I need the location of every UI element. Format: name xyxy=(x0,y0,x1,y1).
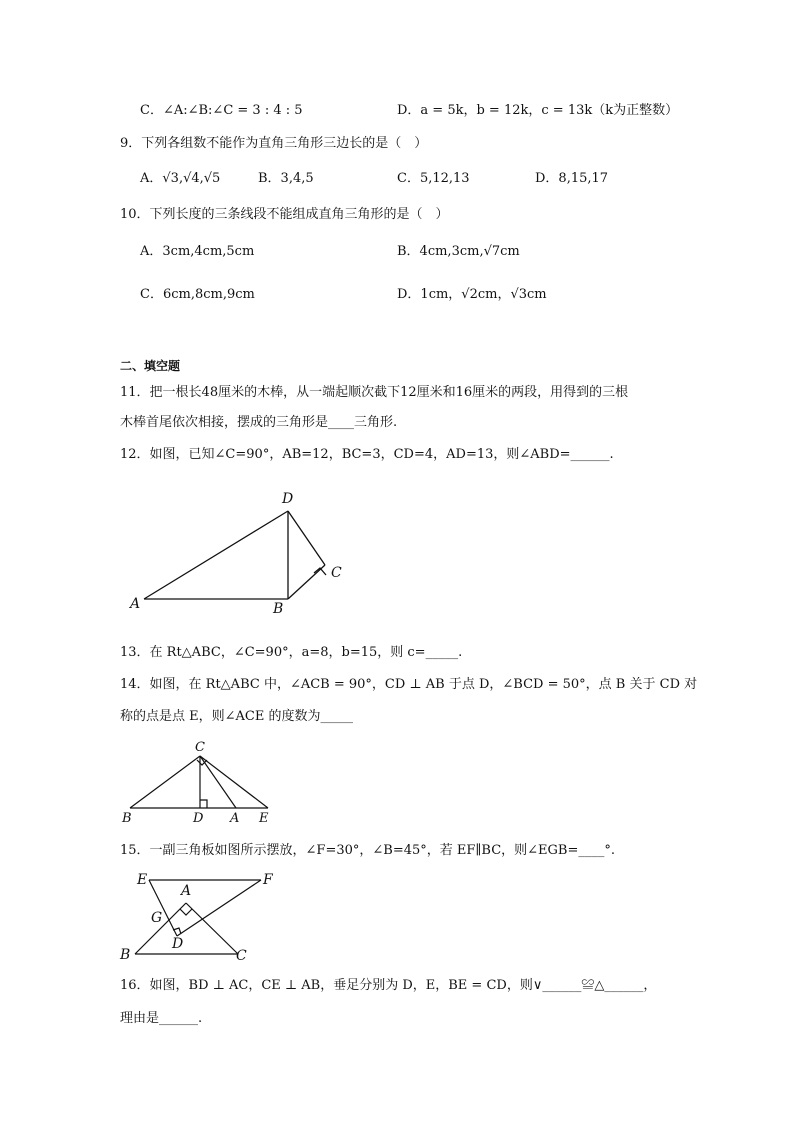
q9-option-c: C．5,12,13 xyxy=(397,171,470,186)
q15-label-g: G xyxy=(151,910,163,926)
q9-stem: 9．下列各组数不能作为直角三角形三边长的是（ ） xyxy=(120,136,428,151)
q12-label-d: D xyxy=(282,491,294,507)
q12-label-a: A xyxy=(130,596,141,612)
q15-label-c: C xyxy=(236,948,247,964)
q11-line2: 木棒首尾依次相接，摆成的三角形是____三角形. xyxy=(120,415,398,430)
q14-line1: 14．如图，在 Rt△ABC 中，∠ACB = 90°，CD ⊥ AB 于点 D，∠BCD = 50°，点 B 关于 CD 对 xyxy=(120,677,698,692)
q14-label-a: A xyxy=(230,811,240,826)
q14-label-e: E xyxy=(259,811,269,826)
q13-stem: 13．在 Rt△ABC，∠C=90°，a=8，b=15，则 c=_____. xyxy=(120,645,463,660)
q12-label-b: B xyxy=(273,601,284,617)
q10-stem: 10．下列长度的三条线段不能组成直角三角形的是（ ） xyxy=(120,207,449,222)
section-title: 二、填空题 xyxy=(120,359,181,373)
q14-label-b: B xyxy=(122,811,132,826)
q15-label-e: E xyxy=(137,872,148,888)
q14-line2: 称的点是点 E，则∠ACE 的度数为_____ xyxy=(120,709,353,724)
q14-label-c: C xyxy=(195,740,205,755)
q12-stem: 12．如图，已知∠C=90°，AB=12，BC=3，CD=4，AD=13，则∠ABD=______. xyxy=(120,447,614,462)
q14-label-d: D xyxy=(193,811,204,826)
q15-stem: 15．一副三角板如图所示摆放，∠F=30°，∠B=45°，若 EF∥BC，则∠EGB=____°. xyxy=(120,843,616,858)
q8-option-d: D．a = 5k，b = 12k，c = 13k（k为正整数） xyxy=(397,103,679,118)
q15-label-b: B xyxy=(120,947,131,963)
q15-label-d: D xyxy=(172,936,184,952)
q10-option-c: C．6cm,8cm,9cm xyxy=(140,287,255,302)
q15-label-f: F xyxy=(263,872,273,888)
q16-line1: 16．如图，BD ⊥ AC，CE ⊥ AB，垂足分别为 D，E，BE = CD，则∨______≌△______， xyxy=(120,978,657,993)
q11-line1: 11．把一根长48厘米的木棒，从一端起顺次截下12厘米和16厘米的两段，用得到的三根 xyxy=(120,385,629,400)
q9-option-d: D．8,15,17 xyxy=(535,171,609,186)
q8-option-c: C．∠A:∠B:∠C = 3 : 4 : 5 xyxy=(140,103,303,118)
q10-option-d: D．1cm，√2cm，√3cm xyxy=(397,287,547,302)
q15-label-a: A xyxy=(181,883,192,899)
q10-option-a: A．3cm,4cm,5cm xyxy=(140,244,255,259)
q10-option-b: B．4cm,3cm,√7cm xyxy=(397,244,520,259)
q15-figure xyxy=(115,866,290,966)
q16-line2: 理由是______. xyxy=(120,1011,203,1026)
q14-figure xyxy=(118,736,283,826)
q9-option-a: A．√3,√4,√5 xyxy=(140,171,221,186)
q12-label-c: C xyxy=(331,565,342,581)
q12-figure xyxy=(120,485,360,620)
q9-option-b: B．3,4,5 xyxy=(258,171,314,186)
